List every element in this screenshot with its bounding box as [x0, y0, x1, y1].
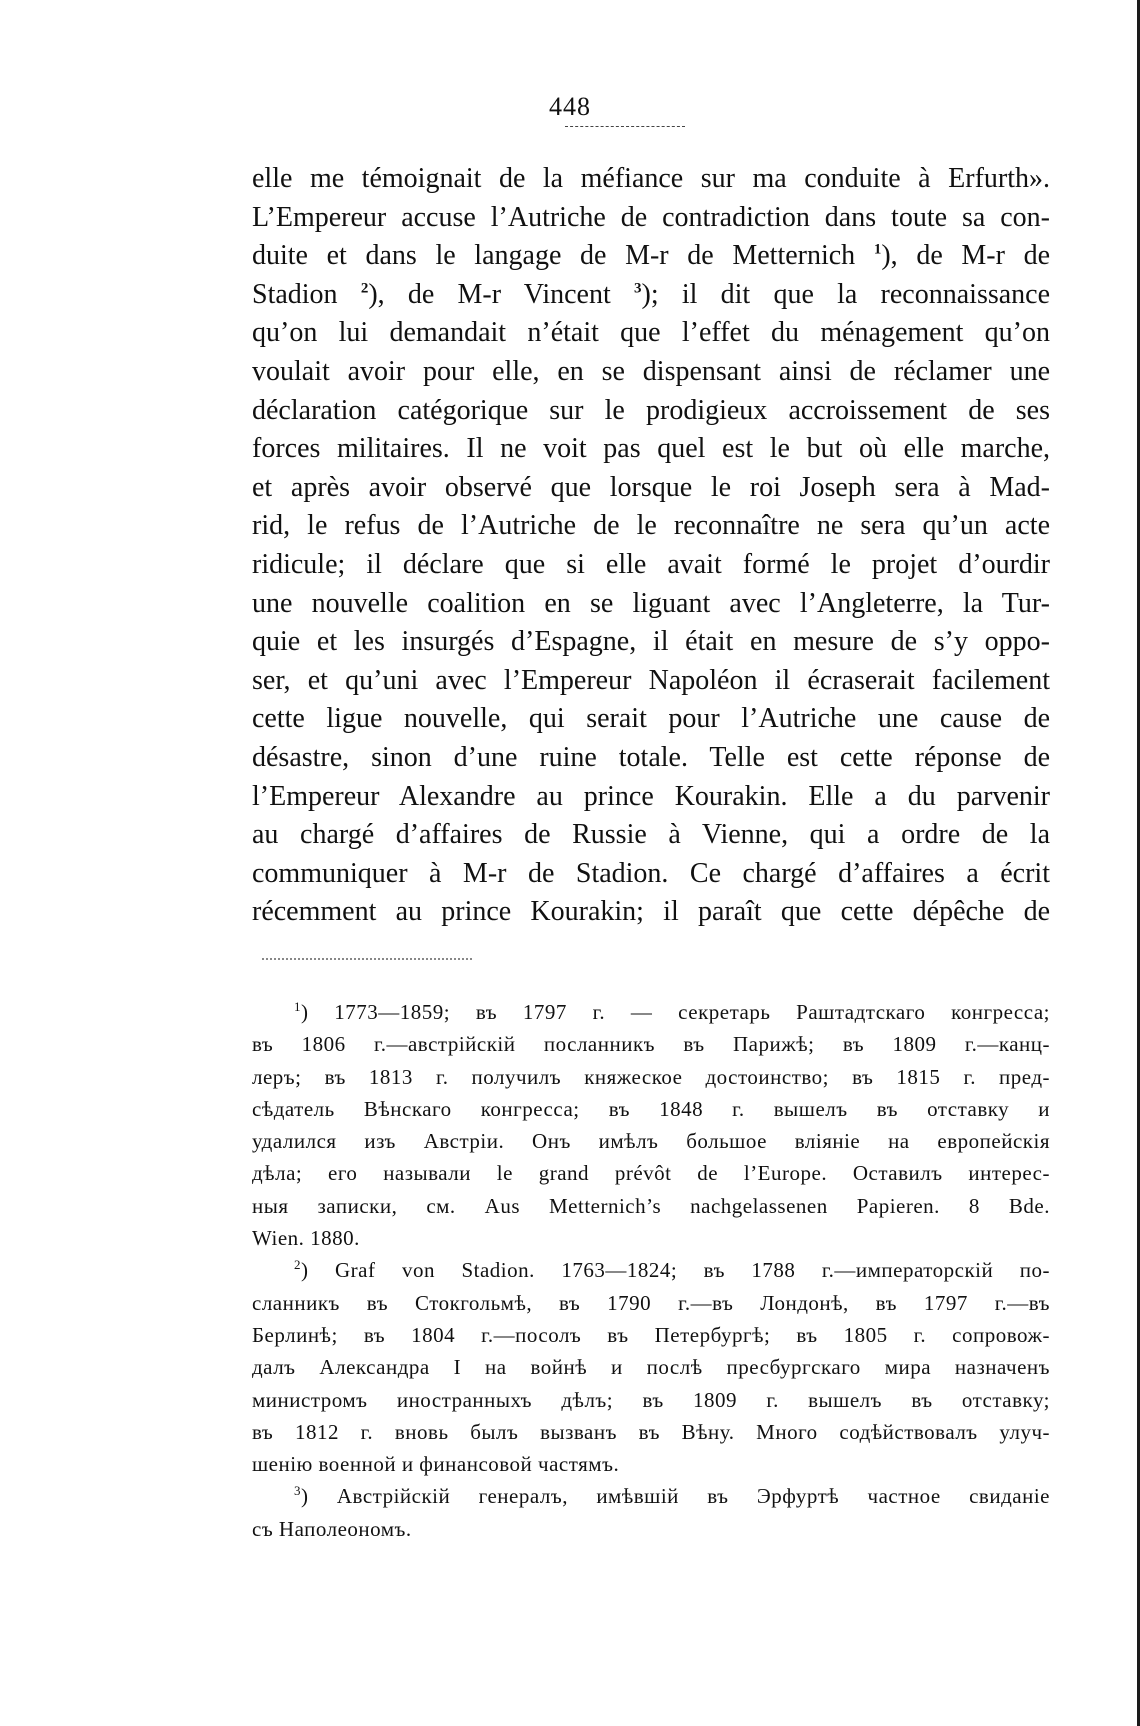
- footnote-number-2: 2: [294, 1257, 301, 1273]
- text-line: et après avoir observé que lorsque le roi Joseph sera à Mad-: [252, 471, 1050, 503]
- footnote-line: Wien. 1880.: [252, 1226, 360, 1251]
- footnote-line: сѣдатель Вѣнскаго конгресса; въ 1848 г. вышелъ въ отставку и: [252, 1096, 1050, 1121]
- footnote-text: Graf von Stadion. 1763—1824; въ 1788 г.—императорскій по-: [334, 1258, 1050, 1283]
- page-number: 448: [549, 92, 591, 121]
- main-text-block: [252, 160, 1050, 932]
- text-segment: duite et dans le langage de M-r de Metternich: [252, 240, 856, 272]
- footnote-line: ныя записки, см. Aus Metternich’s nachgelassenen Papieren. 8 Bde.: [252, 1193, 1050, 1218]
- text-segment: ), de M-r de: [881, 240, 1050, 272]
- text-segment: ); il dit que la reconnaissance: [641, 278, 1050, 310]
- footnote-text: Австрійскій генералъ, имѣвшій въ Эрфуртѣ частное свиданіе: [336, 1484, 1050, 1509]
- footnote-line: леръ; въ 1813 г. получилъ княжеское достоинство; въ 1815 г. пред-: [252, 1064, 1050, 1089]
- footnote-marker-1: 1: [873, 241, 882, 258]
- text-line: [252, 237, 1050, 276]
- footnote-line: въ 1806 г.—австрійскій посланникъ въ Парижѣ; въ 1809 г.—канц-: [252, 1032, 1050, 1057]
- text-line: forces militaires. Il ne voit pas quel est le but où elle marche,: [252, 433, 1050, 465]
- footnote-text: 1773—1859; въ 1797 г. — секретарь Раштадтскаго конгресса;: [334, 1000, 1050, 1024]
- text-line: désastre, sinon d’une ruine totale. Telle est cette réponse de: [252, 741, 1050, 773]
- footnote-line: $^1$) 1773—1859; въ 1797 г. — секретарь Раштадтскаго конгресса;: [294, 999, 1050, 1024]
- footnote-marker-3: 3: [634, 280, 642, 297]
- footnote-line: министромъ иностранныхъ дѣлъ; въ 1809 г. вышелъ въ отставку;: [252, 1387, 1050, 1412]
- footnote-separator: [262, 958, 472, 960]
- page-number-underline: [565, 126, 685, 127]
- text-line: récemment au prince Kourakin; il paraît que cette dépêche de: [252, 896, 1050, 928]
- text-line: au chargé d’affaires de Russie à Vienne, qui a ordre de la: [252, 819, 1050, 851]
- footnote-line: дѣла; его называли le grand prévôt de l’Europe. Оставилъ интерес-: [252, 1161, 1050, 1186]
- text-line: cette ligue nouvelle, qui serait pour l’Autriche une cause de: [252, 703, 1050, 735]
- text-line: communiquer à M-r de Stadion. Ce chargé d’affaires a écrit: [252, 857, 1050, 889]
- text-line: l’Empereur Alexandre au prince Kourakin. Elle a du parvenir: [252, 780, 1050, 812]
- text-line: elle me témoignait de la méfiance sur ma conduite à Erfurth».: [252, 163, 1050, 194]
- text-line: une nouvelle coalition en se liguant avec l’Angleterre, la Tur-: [252, 587, 1050, 619]
- text-segment: ), de M-r Vincent: [368, 278, 611, 310]
- footnote-number-3: 3: [294, 1483, 301, 1499]
- text-line: ridicule; il déclare que si elle avait formé le projet d’ourdir: [252, 548, 1050, 580]
- text-line: L’Empereur accuse l’Autriche de contradiction dans toute sa con-: [252, 201, 1050, 233]
- footnote-line: шенію военной и финансовой частямъ.: [252, 1452, 620, 1477]
- footnote-line: $^3$) Австрійскій генералъ, имѣвшій въ Эрфуртѣ частное свиданіе: [294, 1483, 1050, 1509]
- footnote-line: $^2$) Graf von Stadion. 1763—1824; въ 1788 г.—императорскій по-: [294, 1257, 1050, 1283]
- footnote-line: сланникъ въ Стокгольмѣ, въ 1790 г.—въ Лондонѣ, въ 1797 г.—въ: [252, 1290, 1050, 1315]
- footnote-line: въ 1812 г. вновь былъ вызванъ въ Вѣну. Много содѣйствовалъ улуч-: [252, 1419, 1050, 1444]
- footnote-number-1: 1: [294, 999, 301, 1014]
- footnote-marker-2: 2: [360, 280, 369, 297]
- text-line: ser, et qu’uni avec l’Empereur Napoléon il écraserait facilement: [252, 664, 1050, 696]
- text-line: déclaration catégorique sur le prodigieux accroissement de ses: [252, 394, 1050, 426]
- footnote-line: съ Наполеономъ.: [252, 1516, 412, 1541]
- text-line: quie et les insurgés d’Espagne, il était en mesure de s’y oppo-: [252, 626, 1050, 658]
- footnotes-block: [252, 996, 1050, 1545]
- text-line: voulait avoir pour elle, en se dispensant ainsi de réclamer une: [252, 355, 1050, 387]
- text-line: [252, 276, 1050, 315]
- text-segment: Stadion: [252, 278, 338, 310]
- text-line: qu’on lui demandait n’était que l’effet du ménagement qu’on: [252, 317, 1050, 349]
- footnote-line: Берлинѣ; въ 1804 г.—посолъ въ Петербургѣ; въ 1805 г. сопровож-: [252, 1322, 1050, 1347]
- footnote-line: удалился изъ Австріи. Онъ имѣлъ большое вліяніе на европейскія: [252, 1129, 1050, 1154]
- footnote-line: далъ Александра I на войнѣ и послѣ пресбургскаго мира назначенъ: [252, 1355, 1050, 1380]
- text-line: rid, le refus de l’Autriche de le reconnaître ne sera qu’un acte: [252, 510, 1050, 542]
